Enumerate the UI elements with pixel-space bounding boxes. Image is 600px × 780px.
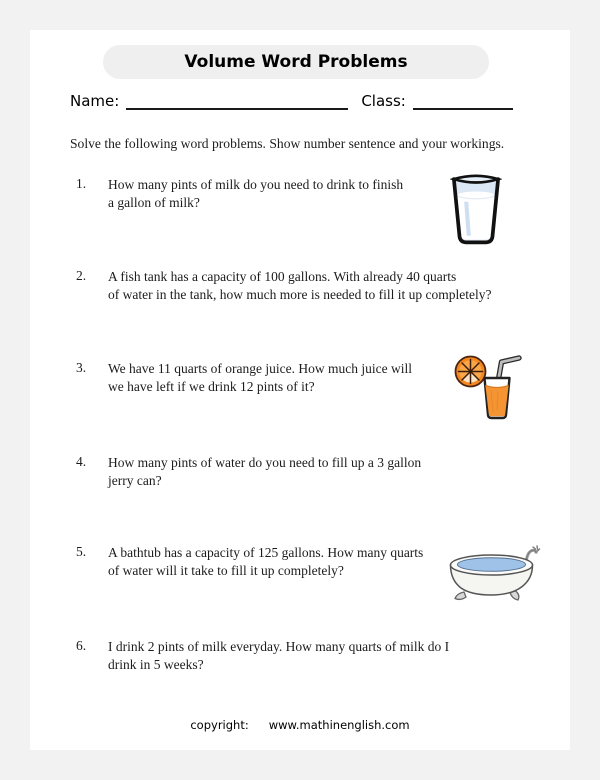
problem-number: 5. [76,544,87,559]
class-blank-line [413,93,513,110]
problem-line: we have left if we drink 12 pints of it? [108,378,315,394]
bathtub-image [446,544,544,606]
problem-6 [76,638,449,673]
problem-line: drink in 5 weeks? [108,656,204,672]
problem-line: of water in the tank, how much more is needed to fill it up completely? [108,286,492,302]
problem-line: How many pints of milk do you need to drink to finish [108,177,404,192]
orange-juice-image [453,352,527,426]
problem-line: a gallon of milk? [108,194,200,210]
milk-glass-image [450,174,502,246]
worksheet-page [30,30,570,750]
name-label: Name: [70,92,120,110]
problem-line: I drink 2 pints of milk everyday. How many quarts of milk do I [108,639,450,654]
problem-number: 1. [76,176,87,191]
problem-line: A fish tank has a capacity of 100 gallons. With already 40 quarts [108,269,457,284]
problem-5 [76,544,423,579]
problem-number: 6. [76,638,87,653]
problem-number: 2. [76,268,87,283]
instructions-text: Solve the following word problems. Show number sentence and your workings. [70,136,505,151]
problem-line: How many pints of water do you need to fill up a 3 gallon [108,455,422,470]
class-label: Class: [361,92,406,110]
problem-2 [76,268,492,303]
problem-line: We have 11 quarts of orange juice. How much juice will [108,361,412,376]
problem-line: A bathtub has a capacity of 125 gallons. How many quarts [108,545,424,560]
footer [30,718,570,732]
website-text: www.mathinenglish.com [268,718,410,732]
problem-number: 3. [76,360,87,375]
name-class-row [70,92,513,110]
problem-line: of water will it take to fill it up completely? [108,562,344,578]
problem-4 [76,454,421,489]
problem-1 [76,176,403,211]
problem-number: 4. [76,454,87,469]
worksheet-title: Volume Word Problems [103,45,489,79]
copyright-label: copyright: [190,718,249,732]
problem-line: jerry can? [108,472,162,488]
name-blank-line [126,93,348,110]
problem-3 [76,360,412,395]
